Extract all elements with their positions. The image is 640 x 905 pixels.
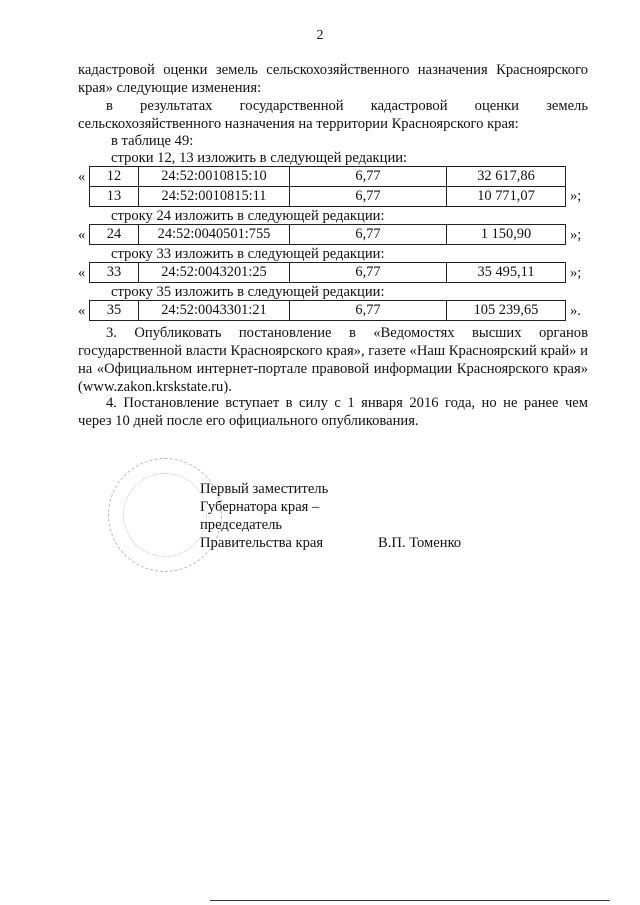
table-cell: 24	[90, 225, 139, 245]
table-cell: 6,77	[290, 167, 447, 187]
open-quote: «	[78, 169, 86, 185]
intro-line-3: в результатах государственной кадастровой оценки земель	[106, 98, 588, 114]
table-cell: 35 495,11	[447, 263, 566, 283]
open-quote: «	[78, 303, 86, 319]
replacement-table	[89, 262, 566, 283]
table-cell: 12	[90, 167, 139, 187]
intro-line-5: в таблице 49:	[111, 133, 194, 149]
table-cell: 6,77	[290, 301, 447, 321]
table-cell: 6,77	[290, 263, 447, 283]
table-cell: 35	[90, 301, 139, 321]
intro-line-2: края» следующие изменения:	[78, 80, 262, 96]
replacement-table	[89, 300, 566, 321]
close-quote: ».	[570, 303, 581, 319]
table-row	[90, 225, 566, 245]
table-cell: 13	[90, 187, 139, 207]
close-quote: »;	[570, 188, 582, 204]
replacement-table	[89, 166, 566, 207]
signature-title-line-1: Первый заместитель	[200, 481, 329, 497]
signature-title-line-2: Губернатора края –	[200, 499, 320, 515]
intro-line-1: кадастровой оценки земель сельскохозяйственного назначения Красноярского	[78, 62, 588, 78]
close-quote: »;	[570, 227, 582, 243]
table-cell: 6,77	[290, 225, 447, 245]
edit-instruction: строку 33 изложить в следующей редакции:	[111, 246, 385, 262]
table-cell: 105 239,65	[447, 301, 566, 321]
table-cell: 1 150,90	[447, 225, 566, 245]
edit-instruction: строку 35 изложить в следующей редакции:	[111, 284, 385, 300]
table-cell: 32 617,86	[447, 167, 566, 187]
table-row	[90, 187, 566, 207]
signature-title-line-3: председатель	[200, 517, 283, 533]
intro-line-4: сельскохозяйственного назначения на территории Красноярского края:	[78, 116, 519, 132]
footer-divider	[210, 900, 610, 901]
edit-instruction: строку 24 изложить в следующей редакции:	[111, 208, 385, 224]
signatory-name: В.П. Томенко	[378, 535, 462, 551]
edit-instruction: строки 12, 13 изложить в следующей редакции:	[111, 150, 408, 166]
close-quote: »;	[570, 265, 582, 281]
table-row	[90, 167, 566, 187]
page-number: 2	[316, 28, 324, 43]
table-row	[90, 301, 566, 321]
table-cell: 24:52:0010815:11	[139, 187, 290, 207]
table-row	[90, 263, 566, 283]
table-cell: 33	[90, 263, 139, 283]
replacement-table	[89, 224, 566, 245]
open-quote: «	[78, 227, 86, 243]
table-cell: 24:52:0040501:755	[139, 225, 290, 245]
clause-3: 3. Опубликовать постановление в «Ведомостях высших органов государственной власти Красноярского края», газете «Наш Красноярский край» и на «Официальном интернет-портале правовой информации Красноярского края» (www.zakon.krskstate.ru).	[78, 325, 588, 395]
clause-4: 4. Постановление вступает в силу с 1 января 2016 года, но не ранее чем через 10 дней после его официального опубликования.	[78, 395, 588, 429]
signature-title-line-4: Правительства края	[200, 535, 324, 551]
table-cell: 24:52:0010815:10	[139, 167, 290, 187]
open-quote: «	[78, 265, 86, 281]
table-cell: 6,77	[290, 187, 447, 207]
table-cell: 24:52:0043301:21	[139, 301, 290, 321]
table-cell: 24:52:0043201:25	[139, 263, 290, 283]
table-cell: 10 771,07	[447, 187, 566, 207]
